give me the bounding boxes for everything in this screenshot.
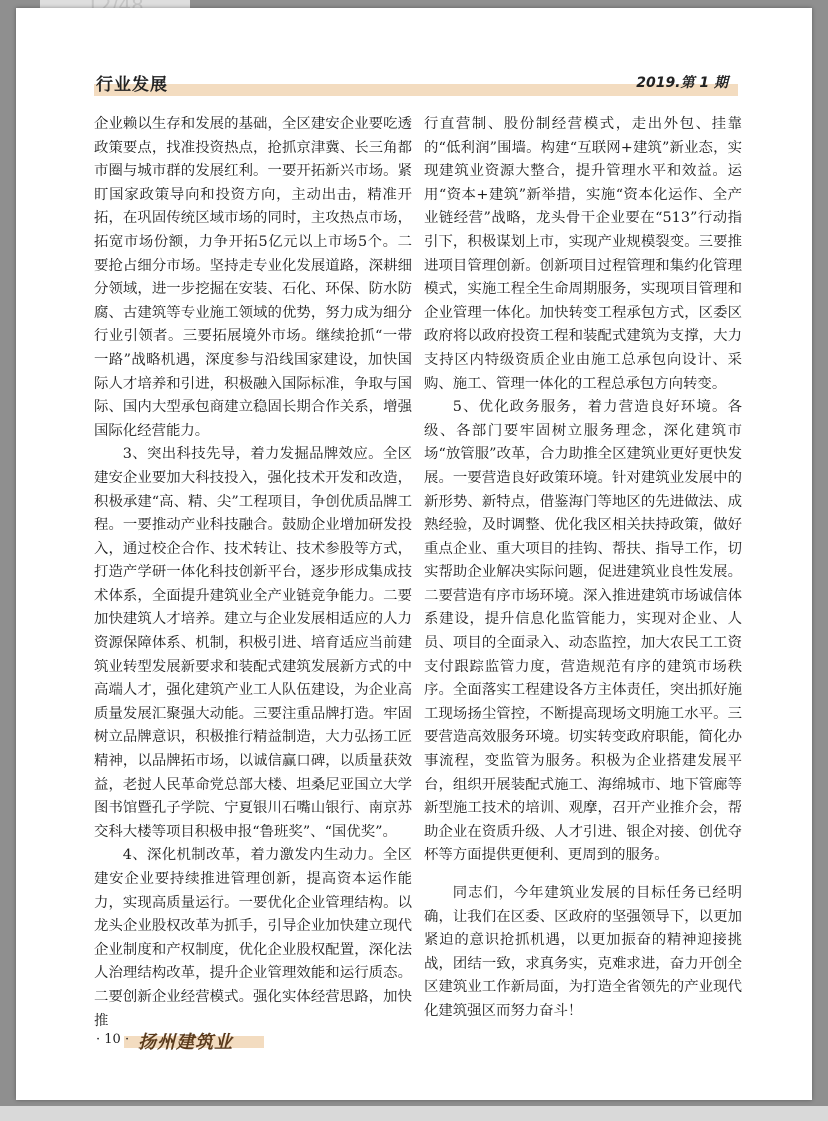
page-footer bbox=[94, 1030, 274, 1054]
paragraph: 同志们，今年建筑业发展的目标任务已经明确，让我们在区委、区政府的坚强领导下，以更加紧迫的意识抢抓机遇，以更加振奋的精神迎接挑战，团结一致，求真务实，克难求进，奋力开创全区建筑业工作新局面，为打造全省领先的产业现代化建筑强区而努力奋斗！ bbox=[424, 885, 742, 1019]
magazine-logo: 扬州建筑业 bbox=[138, 1032, 233, 1053]
viewer-bottom-bar bbox=[0, 1106, 828, 1121]
paragraph: 5、优化政务服务，着力营造良好环境。各级、各部门要牢固树立服务理念，深化建筑市场“放管服”改革，合力助推全区建筑业更好更快发展。一要营造良好政策环境。针对建筑业发展中的新形势、新特点，借鉴海门等地区的先进做法、成熟经验，及时调整、优化我区相关扶持政策，做好重点企业、重大项目的挂钩、帮扶、指导工作，切实帮助企业解决实际问题，促进建筑业良性发展。二要营造有序市场环境。深入推进建筑市场诚信体系建设，提升信息化监管能力，实现对企业、人员、项目的全面录入、动态监控，加大农民工工资支付跟踪监管力度，营造规范有序的建筑市场秩序。全面落实工程建设各方主体责任，突出抓好施工现场扬尘管控，不断提高现场文明施工水平。三要营造高效服务环境。切实转变政府职能，简化办事流程，变监管为服务。积极为企业搭建发展平台，组织开展装配式施工、海绵城市、地下管廊等新型施工技术的培训、观摩，召开产业推介会，帮助企业在资质升级、人才引进、银企对接、创优夺杯等方面提供更便利、更周到的服务。 bbox=[424, 399, 742, 864]
page-header bbox=[94, 70, 738, 98]
section-title: 行业发展 bbox=[96, 75, 168, 95]
issue-label: 2019.第 1 期 bbox=[636, 75, 728, 91]
right-column bbox=[424, 113, 742, 1024]
page-number: · 10 · bbox=[96, 1032, 130, 1047]
paragraph: 行直营制、股份制经营模式，走出外包、挂靠的“低利润”围墙。构建“互联网+建筑”新业态，实现建筑业资源大整合，提升管理水平和效益。运用“资本+建筑”新举措，实施“资本化运作、全产业链经营”战略，龙头骨干企业要在“513”行动指引下，积极谋划上市，实现产业规模裂变。三要推进项目管理创新。创新项目过程管理和集约化管理模式，实施工程全生命周期服务，实现项目管理和企业管理一体化。加快转变工程承包方式，区委区政府将以政府投资工程和装配式建筑为支撑，大力支持区内特级资质企业由施工总承包向设计、采购、施工、管理一体化的工程总承包方向转变。 bbox=[424, 116, 742, 392]
paragraph: 企业赖以生存和发展的基础，全区建安企业要吃透政策要点，找准投资热点，抢抓京津冀、长三角都市圈与城市群的发展红利。一要开拓新兴市场。紧盯国家政策导向和投资方向，主动出击，精准开拓，在巩固传统区域市场的同时，主攻热点市场，拓宽市场份额，力争开拓5亿元以上市场5个。二要抢占细分市场。坚持走专业化发展道路，深耕细分领域，进一步挖掘在安装、石化、环保、防水防腐、古建筑等专业施工领域的优势，努力成为细分行业引领者。三要拓展境外市场。继续抢抓“一带一路”战略机遇，深度参与沿线国家建设，加快国际人才培养和引进，积极融入国际标准，争取与国际、国内大型承包商建立稳固长期合作关系，增强国际化经营能力。 bbox=[94, 116, 412, 439]
paragraph: 4、深化机制改革，着力激发内生动力。全区建安企业要持续推进管理创新，提高资本运作能力，实现高质量运行。一要优化企业管理结构。以龙头企业股权改革为抓手，引导企业加快建立现代企业制度和产权制度，优化企业股权配置，深化法人治理结构改革，提升企业管理效能和运行质态。二要创新企业经营模式。强化实体经营思路，加快推 bbox=[94, 847, 412, 1029]
left-column bbox=[94, 113, 412, 1033]
paragraph: 3、突出科技先导，着力发掘品牌效应。全区建安企业要加大科技投入，强化技术开发和改造，积极承建“高、精、尖”工程项目，争创优质品牌工程。一要推动产业科技融合。鼓励企业增加研发投入，通过校企合作、技术转让、技术参股等方式，打造产学研一体化科技创新平台，逐步形成集成技术体系，全面提升建筑业全产业链竞争能力。二要加快建筑人才培养。建立与企业发展相适应的人力资源保障体系、机制，积极引进、培育适应当前建筑业转型发展新要求和装配式建筑发展新方式的中高端人才，强化建筑产业工人队伍建设，为企业高质量发展汇聚强大动能。三要注重品牌打造。牢固树立品牌意识，积极推行精益制造，大力弘扬工匠精神，以品牌拓市场，以诚信赢口碑，以质量获效益，老挝人民革命党总部大楼、坦桑尼亚国立大学图书馆暨孔子学院、宁夏银川石嘴山银行、南京苏交科大楼等项目积极申报“鲁班奖”、“国优奖”。 bbox=[94, 446, 412, 840]
